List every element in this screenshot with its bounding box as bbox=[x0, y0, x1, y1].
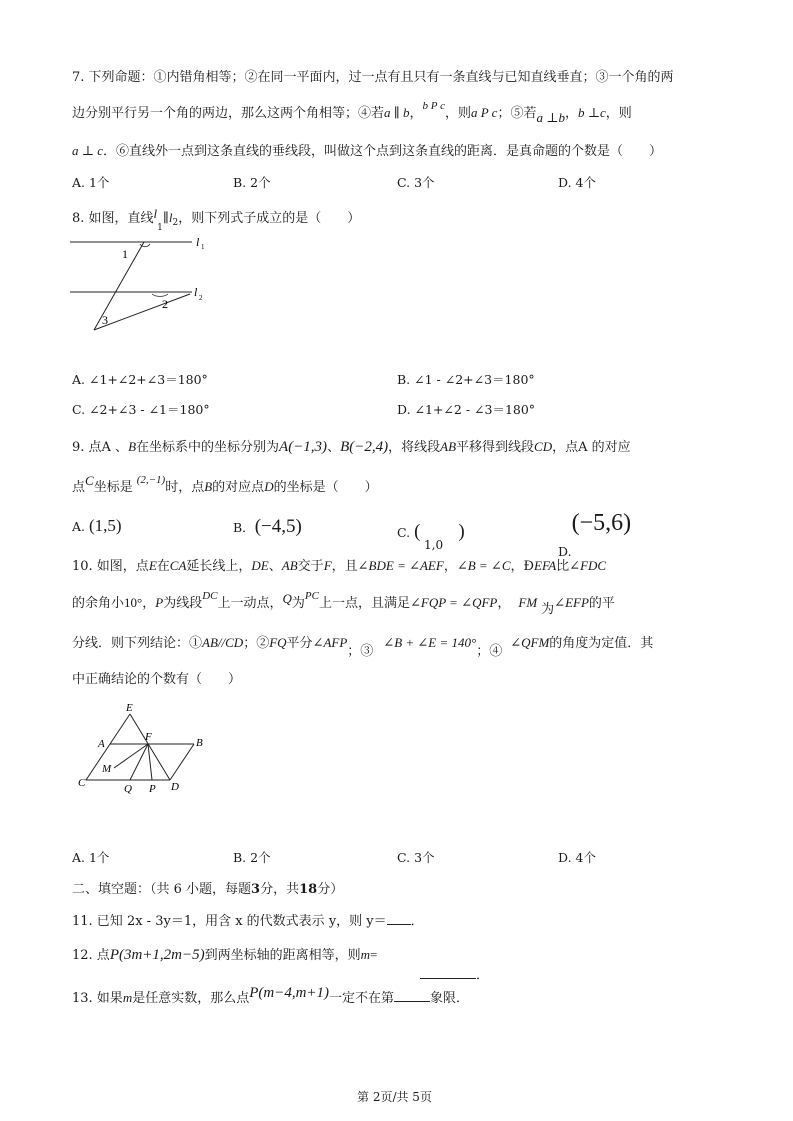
q9-point-d: D bbox=[264, 479, 274, 494]
q12-var-m: m bbox=[360, 947, 371, 962]
section2-text-c: 分，共 bbox=[260, 882, 300, 897]
q9-option-c-value: ( ) bbox=[414, 521, 465, 542]
q10-t2o: 为 bbox=[541, 602, 555, 617]
q10-seg-ea bbox=[110, 714, 130, 744]
q10-t2g: 上一动点， bbox=[217, 596, 283, 611]
q10-t2l: ∠FQP = ∠QFP bbox=[409, 595, 498, 610]
q7-line1 bbox=[72, 66, 674, 85]
q7-option-a[interactable]: A. 1个 bbox=[72, 175, 110, 190]
q8-stem-sub2: 2 bbox=[172, 218, 179, 228]
q10-t2p: ∠EFP bbox=[554, 595, 589, 610]
q10-option-a[interactable]: A. 1个 bbox=[72, 850, 110, 865]
q10-t3d: FQ bbox=[269, 635, 287, 650]
q10-figure bbox=[72, 700, 222, 800]
q12-end: ． bbox=[476, 968, 490, 983]
q10-t1e: 延长线上， bbox=[186, 559, 252, 574]
q10-t3k: 的角度为定值．其 bbox=[549, 636, 654, 651]
q9-option-b-label: B． bbox=[233, 520, 255, 535]
q8-label-l1-sub: 1 bbox=[201, 243, 205, 251]
q12-answer-blank[interactable] bbox=[420, 968, 476, 979]
q8-stem-sub1: 1 bbox=[157, 223, 163, 233]
q12-equals: = bbox=[370, 947, 378, 962]
q8-option-d[interactable]: D. ∠1+∠2 - ∠3＝180° bbox=[397, 402, 536, 417]
q7-math-b-perp-c: b ⊥c bbox=[577, 105, 606, 120]
q10-t3e: 平分 bbox=[286, 636, 313, 651]
q7-text-if5: ；⑤若 bbox=[497, 106, 537, 121]
q7-math-a-par-c: a P c bbox=[470, 105, 498, 120]
q10-t1l: ∠BDE = ∠AEF bbox=[357, 558, 444, 573]
q10-t3i: ；④ bbox=[476, 644, 503, 659]
q8-label-l2-sub: 2 bbox=[199, 294, 203, 302]
q9-point-c: C bbox=[85, 473, 94, 488]
q9-text-2g: 的对应点 bbox=[212, 480, 265, 495]
q13-text-c: 一定不在第 bbox=[329, 991, 395, 1006]
q10-t2q: 的平 bbox=[588, 596, 615, 611]
q10-option-d[interactable]: D. 4个 bbox=[558, 850, 596, 865]
q12-point-expr: P(3m+1,2m−5) bbox=[109, 947, 205, 963]
q7-line3-text: ．⑥直线外一点到这条直线的垂线段，叫做这个点到这条直线的距离．是真命题的个数是（ ） bbox=[103, 144, 663, 159]
q10-line3 bbox=[72, 632, 654, 659]
q7-option-b[interactable]: B. 2个 bbox=[233, 175, 271, 190]
q8-stem-text2: ，则下列式子成立的是（ ） bbox=[178, 211, 361, 226]
q10-t3g: ；③ bbox=[347, 644, 374, 659]
q9-text-c: 在坐标系中的坐标分别为 bbox=[136, 440, 280, 455]
section2-text-a: 二、填空题：（共 6 小题，每题 bbox=[72, 882, 252, 897]
q10-t1n: ∠B = ∠C bbox=[456, 558, 511, 573]
q12-text-b: 到两坐标轴的距离相等，则 bbox=[204, 948, 361, 963]
q9-point-b2: B bbox=[204, 479, 213, 494]
q9-text-2i: 的坐标是（ ） bbox=[273, 480, 378, 495]
q10-t1j: F bbox=[323, 558, 332, 573]
q9-text-2a: 点 bbox=[72, 480, 86, 495]
q13 bbox=[72, 987, 469, 1007]
q9-seg-ab: AB bbox=[440, 439, 457, 454]
q7-comma: ， bbox=[564, 106, 578, 121]
q10-t2f: DC bbox=[202, 590, 218, 602]
q10-t2n: FM bbox=[518, 595, 538, 610]
q9-text-k: ，点A 的对应 bbox=[552, 440, 631, 455]
q8-angle2-label: 2 bbox=[162, 297, 168, 311]
q10-t1o: ，Ð bbox=[510, 559, 534, 574]
q7-line2-text: 边分别平行另一个角的两边，那么这两个角相等；④若 bbox=[72, 106, 385, 121]
section2-points: 3 bbox=[251, 882, 261, 897]
q7-text-then: ，则 bbox=[444, 106, 471, 121]
q8-stem-l1: l bbox=[153, 206, 158, 221]
q12-text-a: 12. 点 bbox=[72, 948, 110, 963]
q10-t3f: ∠AFP bbox=[312, 635, 348, 650]
q7-math-a-perp-c: a ⊥ c bbox=[72, 143, 103, 158]
q10-t3b: AB//CD bbox=[202, 635, 244, 650]
q10-t1p: EFA bbox=[534, 558, 557, 573]
q8-figure bbox=[60, 228, 220, 338]
q10-t1i: 交于 bbox=[297, 559, 324, 574]
q10-label-e: E bbox=[126, 702, 133, 714]
q10-t1k: ，且 bbox=[331, 559, 358, 574]
q9-option-a-label: A. bbox=[72, 519, 86, 534]
q10-t1c: 在 bbox=[156, 559, 170, 574]
q10-t1d: CA bbox=[169, 558, 187, 573]
q10-t1f: DE bbox=[251, 558, 269, 573]
q10-t2k: 上一点，且满足 bbox=[318, 596, 410, 611]
q13-text-a: 13. 如果 bbox=[72, 991, 123, 1006]
q9-coord-c: (2,−1) bbox=[136, 474, 166, 486]
q8-angle1-label: 1 bbox=[122, 247, 128, 261]
q10-t1m: ， bbox=[443, 559, 457, 574]
q10-t1g: 、 bbox=[268, 559, 282, 574]
q11-text: 11. 已知 2x - 3y＝1，用含 x 的代数式表示 y，则 y＝ bbox=[72, 914, 387, 929]
q10-seg-fm bbox=[114, 744, 148, 768]
q13-text-b: 是任意实数，那么点 bbox=[132, 991, 250, 1006]
q10-t1h: AB bbox=[281, 558, 298, 573]
q8-stem bbox=[72, 206, 361, 233]
q9-option-d[interactable] bbox=[558, 510, 632, 559]
q10-t3a: 分线．则下列结论：① bbox=[72, 636, 203, 651]
q8-stem-text: 8. 如图，直线 bbox=[72, 211, 154, 226]
q7-line3 bbox=[72, 140, 662, 159]
q9-coord-b: B(−2,4) bbox=[340, 439, 389, 455]
q8-slant-line bbox=[94, 294, 190, 330]
q10-option-b[interactable]: B. 2个 bbox=[233, 850, 271, 865]
q10-label-b: B bbox=[196, 737, 203, 749]
q7-line2: 边分别平行另一个角的两边，那么这两个角相等；④若a ∥ b，$^{b P c}$，则a P c；⑤若a ⊥b，b ⊥c，则 bbox=[72, 100, 632, 125]
q10-t3c: ；② bbox=[243, 636, 270, 651]
q7-math-a-perp-b: a ⊥b bbox=[536, 110, 565, 125]
q13-text-d: 象限． bbox=[430, 991, 470, 1006]
q10-t2h: Q bbox=[282, 591, 292, 606]
q10-label-a: A bbox=[98, 738, 105, 750]
q8-label-l1: l bbox=[196, 235, 200, 249]
q8-label-l2: l bbox=[194, 285, 198, 299]
q9-option-c-label: C. bbox=[397, 525, 411, 540]
q10-t3h: ∠B + ∠E = 140° bbox=[383, 635, 477, 650]
q8-angle3-label: 3 bbox=[102, 313, 108, 327]
q9-option-a-value: (1,5) bbox=[89, 516, 122, 535]
q9-text-a: 9. 点A 、 bbox=[72, 440, 129, 455]
q10-label-p: P bbox=[149, 783, 156, 795]
q9-point-b: B bbox=[128, 439, 137, 454]
q7-math-a-par-b: a ∥ b bbox=[384, 105, 410, 120]
q10-t2d: P bbox=[155, 595, 164, 610]
q12 bbox=[72, 944, 377, 964]
q10-line4: 中正确结论的个数有（ ） bbox=[72, 672, 242, 687]
q7-math-b-par-c: b P c bbox=[422, 100, 445, 112]
q11-answer-blank[interactable] bbox=[387, 924, 411, 925]
section2-text-e: 分） bbox=[317, 882, 344, 897]
q9-option-c-sub: 1,0 bbox=[424, 538, 444, 552]
q10-t2m: ， bbox=[497, 596, 511, 611]
q8-stem-l2: l bbox=[168, 210, 173, 225]
q10-seg-ed bbox=[130, 714, 170, 780]
q10-label-f: F bbox=[145, 731, 152, 743]
section2-total: 18 bbox=[299, 882, 318, 897]
section2-title bbox=[72, 878, 343, 897]
q9-text-g: ，将线段 bbox=[388, 440, 441, 455]
q10-t2e: 为线段 bbox=[163, 596, 203, 611]
q7-option-d[interactable]: D. 4个 bbox=[558, 175, 596, 190]
q10-line1 bbox=[72, 555, 606, 574]
q10-t1q: 比 bbox=[556, 559, 570, 574]
q10-seg-bd bbox=[170, 744, 194, 780]
q8-stem-parallel: ∥ bbox=[162, 211, 169, 226]
q10-t2a: 的余角小 bbox=[72, 596, 125, 611]
q13-point-expr: P(m−4,m+1) bbox=[249, 985, 330, 1001]
q8-option-c[interactable]: C. ∠2+∠3 - ∠1＝180° bbox=[72, 402, 210, 417]
q10-option-c[interactable]: C. 3个 bbox=[397, 850, 435, 865]
q10-t2b: 10° bbox=[124, 595, 143, 610]
q9-option-d-value: (−5,6) bbox=[571, 510, 632, 536]
q7-option-c[interactable]: C. 3个 bbox=[397, 175, 435, 190]
q9-option-a[interactable] bbox=[72, 516, 122, 536]
q9-text-2c: 坐标是 bbox=[93, 480, 133, 495]
q10-t2j: PC bbox=[304, 590, 319, 602]
q9-seg-cd: CD bbox=[534, 439, 553, 454]
q13-var-m: m bbox=[122, 990, 133, 1005]
q9-coord-a: A(−1,3) bbox=[279, 439, 328, 455]
q10-t1b: E bbox=[148, 558, 157, 573]
q9-text-i: 平移得到线段 bbox=[456, 440, 535, 455]
q9-line1 bbox=[72, 436, 631, 456]
q10-label-m: M bbox=[102, 763, 112, 775]
q10-label-d: D bbox=[171, 781, 179, 793]
page-footer: 第 2页/共 5页 bbox=[357, 1090, 432, 1104]
q9-option-b-value: (−4,5) bbox=[254, 516, 302, 537]
q9-text-2e: 时，点 bbox=[165, 480, 205, 495]
q7-text-then2: ，则 bbox=[605, 106, 632, 121]
q10-label-c: C bbox=[78, 777, 86, 789]
q10-t1a: 10. 如图，点 bbox=[72, 559, 149, 574]
q10-seg-fq bbox=[130, 744, 148, 780]
q9-line2 bbox=[72, 473, 378, 495]
q8-option-b[interactable]: B. ∠1 - ∠2+∠3＝180° bbox=[397, 372, 535, 387]
q10-label-q: Q bbox=[124, 783, 132, 795]
q10-t2c: ， bbox=[142, 596, 156, 611]
q10-t3j: ∠QFM bbox=[510, 635, 550, 650]
q9-option-d-label: D. bbox=[558, 544, 572, 559]
q10-t1r: ∠FDC bbox=[569, 558, 607, 573]
q11-end: ． bbox=[410, 914, 424, 929]
q11 bbox=[72, 910, 424, 929]
q9-text-e: 、 bbox=[327, 440, 341, 455]
q8-option-a[interactable]: A. ∠1+∠2+∠3＝180° bbox=[72, 372, 208, 387]
q10-t2i: 为 bbox=[291, 596, 305, 611]
q7-line1-text: 7. 下列命题：①内错角相等；②在同一平面内，过一点有且只有一条直线与已知直线垂直；③一个角的两 bbox=[72, 70, 674, 85]
q9-option-b[interactable] bbox=[233, 516, 302, 538]
q12-answer-line bbox=[420, 964, 489, 983]
q10-line2 bbox=[72, 590, 615, 617]
q13-answer-blank[interactable] bbox=[394, 1001, 430, 1002]
